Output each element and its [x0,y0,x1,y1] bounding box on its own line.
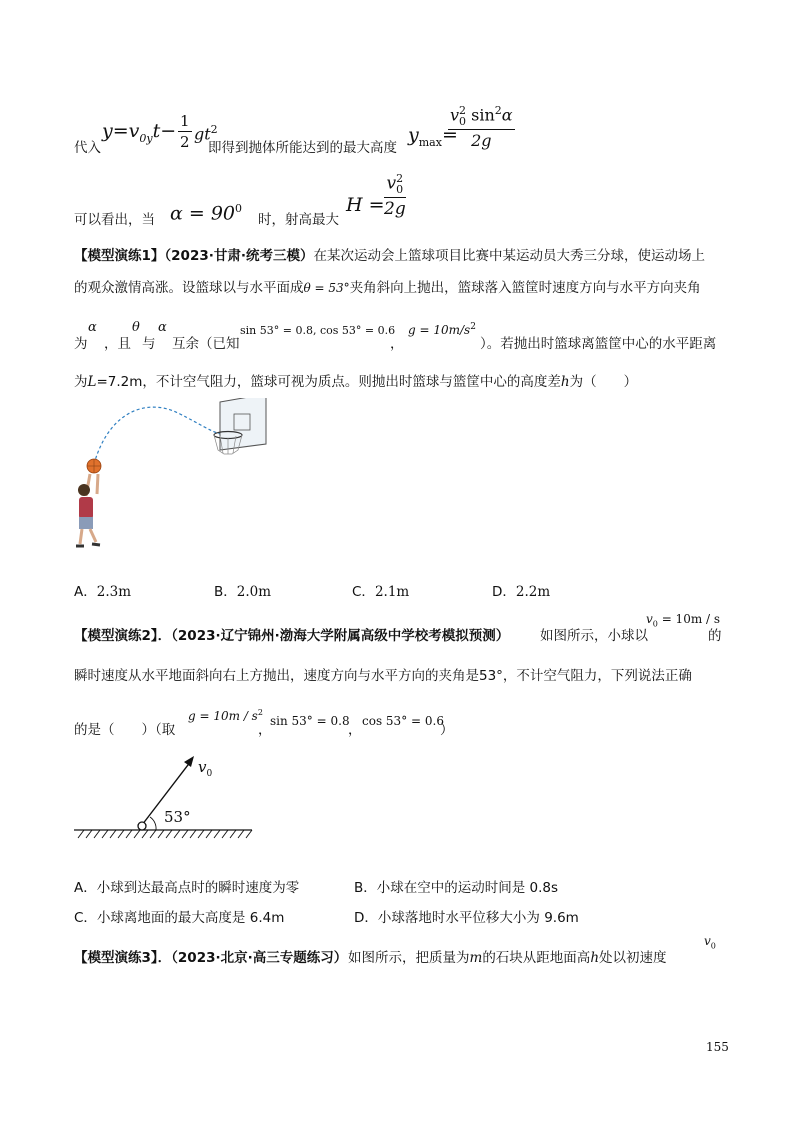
basketball-illustration [70,398,270,558]
exercise1-text4b: =7.2m，不计空气阻力，篮球可视为质点。则抛出时篮球与篮筐中心的高度差 [96,374,561,390]
ground-hatching [78,830,252,838]
exercise1-text3e: ）。若抛出时篮球离篮筐中心的水平距离 [480,336,717,352]
velocity-arrowhead [184,756,194,767]
player-jersey [79,497,93,519]
exercise3-text: 如图所示，把质量为m的石块从距地面高h处以初速度 [348,950,667,966]
exercise1-comma: ， [390,336,404,352]
exercise2-tag: 【模型演练2】．（2023·辽宁锦州·渤海大学附属高级中学校考模拟预测） [74,628,510,644]
exercise1-given-g: $g = 10m/s^2$ [408,322,476,337]
exercise1-text3b: ，且 [104,336,131,352]
exercise1-text4c: 为（ ） [569,374,638,390]
exercise1-L: L [87,374,97,390]
exercise1-line2 [74,276,701,296]
fig-angle-label: 53° [164,808,191,826]
exercise2-options [74,876,714,930]
exercise3-line1 [74,934,734,970]
exercise1-text2a: 的观众激情高涨。设篮球以与水平面成 [74,280,304,296]
player-head [78,484,90,496]
exercise2-sep: ， [258,722,272,738]
exercise3-v0: $v_0$ [704,934,716,951]
option-c[interactable]: C．小球离地面的最大高度是 6.4m [74,910,285,926]
exercise1-theta: θ = 53° [303,281,350,295]
exercise2-text3a: 的是（ ）（取 [74,722,176,738]
formula-alpha90: $\alpha = 90^0$ [170,202,243,225]
page-number: 155 [706,1040,729,1054]
exercise1-text3c: 与 [142,336,156,352]
projectile-svg [74,750,264,844]
player-shorts [79,517,93,529]
option-b[interactable]: B．小球在空中的运动时间是 0.8s [354,880,559,896]
fraction-half: $\frac{1}{2}$ [180,112,190,151]
exercise2-close: ） [440,722,454,738]
ball [138,822,146,830]
formula-H: H = [346,194,385,216]
fraction-H: $\frac{v^2_0}{2g}$ [384,172,406,220]
text-result: 即得到抛体所能达到的最大高度 [208,140,397,156]
exercise2-line1 [74,614,734,650]
exercise1-line4 [74,370,637,390]
exercise3-tag: 【模型演练3】．（2023·北京·高三专题练习） [74,950,348,966]
option-a[interactable]: A．小球到达最高点时的瞬时速度为零 [74,880,300,896]
exercise1-text2b: 夹角斜向上抛出，篮球落入篮筐时速度方向与水平方向夹角 [349,280,701,296]
text-keyi: 可以看出，当 [74,212,155,228]
formula-gt2: $gt^2$ [194,123,218,144]
exercise1-h: h [560,374,570,390]
exercise2-text1b: 的 [708,628,722,644]
fig-v0-label: $v_0$ [198,758,213,779]
player-shoes [76,544,100,546]
exercise1-text4a: 为 [74,374,88,390]
fraction-ymax: $\frac{v^2_0 \sin^2\alpha}{2g}$ [450,104,513,150]
option-b[interactable]: B．2.0m [214,584,272,600]
player-legs [80,529,96,544]
exercise2-cos: cos 53° = 0.6 [362,714,444,728]
projectile-diagram [74,750,264,844]
option-a[interactable]: A．2.3m [74,584,132,600]
exercise1-text1: 在某次运动会上篮球项目比赛中某运动员大秀三分球，使运动场上 [313,248,705,264]
exercise2-g: $g = 10m / s^2$ [188,708,263,723]
exercise1-text3a: 为 [74,336,88,352]
exercise2-v0: $v_0 = 10m / s$ [646,612,721,629]
text-shi: 时，射高最大 [258,212,339,228]
exercise1-options [74,580,714,600]
exercise1-text3d: 互余（已知 [172,336,240,352]
exercise2-line2: 瞬时速度从水平地面斜向右上方抛出，速度方向与水平方向的夹角是53°，不计空气阻力，下列说法正确 [74,668,692,684]
option-d[interactable]: D．2.2m [492,584,551,600]
option-c[interactable]: C．2.1m [352,584,410,600]
exercise1-line1 [74,244,705,264]
exercise1-given-trig: sin 53° = 0.8, cos 53° = 0.6 [240,324,396,337]
exercise2-text1a: 如图所示，小球以 [540,628,648,644]
angle-arc [150,817,156,830]
exercise2-sep2: ， [348,722,362,738]
option-d[interactable]: D．小球落地时水平位移大小为 9.6m [354,910,579,926]
backboard [220,398,266,450]
exercise2-sin: sin 53° = 0.8 [270,714,350,728]
exercise1-alpha2: α [158,320,167,335]
exercise1-theta2: θ [132,320,140,335]
exercise1-source: （2023·甘肃·统考三模） [164,248,314,264]
trajectory-path [94,407,220,464]
formula-ymax: $y_{max}=$ [408,124,458,149]
exercise2-line3 [74,706,674,736]
exercise1-alpha: α [88,320,97,335]
text-dairu: 代入 [74,140,101,156]
formula-y: $y=v_{0y}t-$ [102,120,177,145]
exercise1-tag: 【模型演练1】 [74,248,165,264]
